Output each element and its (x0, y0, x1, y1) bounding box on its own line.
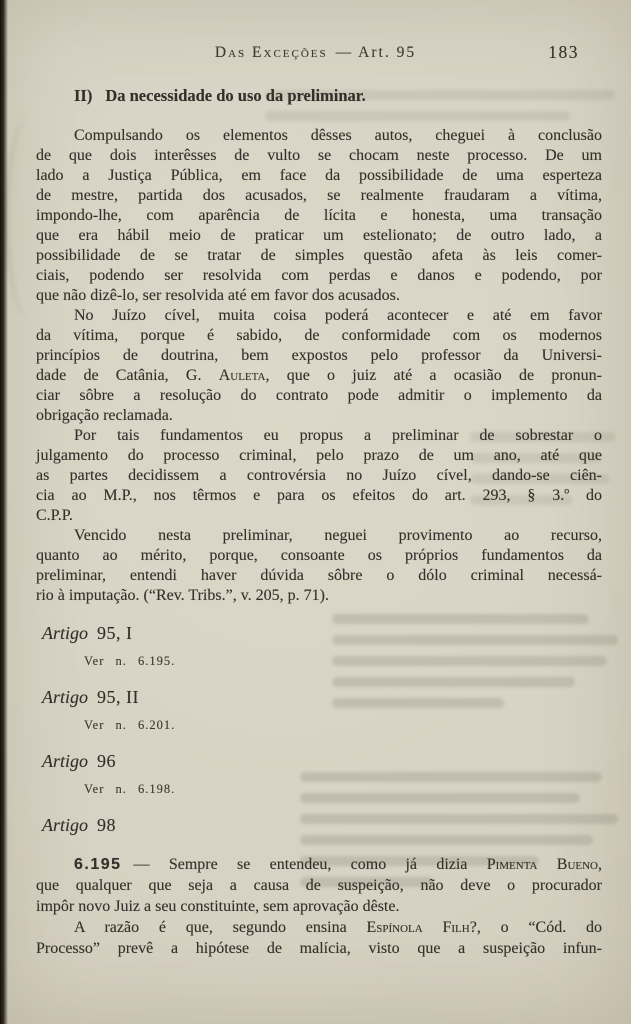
article-word: Artigo (42, 623, 89, 643)
article-cross-reference: Ver n. 6.201. (84, 718, 176, 732)
text-line: de mestre, partida dos acusados, se realmente fraudaram a vítima, (36, 187, 602, 204)
paragraph (36, 126, 602, 306)
text-line: C.P.P. (36, 507, 73, 524)
text-line: as partes decidissem a controvérsia no Juízo cível, dando-se ciên- (36, 467, 602, 484)
page-number: 183 (548, 42, 579, 62)
text-line: preliminar, entendi haver dúvida sôbre o dólo criminal necessá- (36, 567, 602, 584)
text-line: A razão é que, segundo ensina Espínola Filh?, o “Cód. do (74, 919, 602, 936)
paragraph (36, 426, 602, 526)
entry-lead-text: — Sempre se entendeu, como já dizia Pimenta Bueno, (133, 856, 603, 873)
text-line: julgamento do processo criminal, pelo prazo de um ano, até que (36, 447, 602, 464)
text-line: Processo” prevê a hipótese de malícia, visto que a suspeição infun- (36, 940, 602, 957)
small-caps-name: Auleta (218, 367, 266, 384)
article-heading (42, 814, 602, 836)
entry-lead-line (36, 854, 602, 875)
text-line: rio à imputação. (“Rev. Tribs.”, v. 205, p. 71). (36, 587, 329, 604)
text-line: ciais, podendo ser resolvida com perdas e danos e podendo, por (36, 267, 602, 284)
paragraph (36, 526, 602, 606)
small-caps-name: Pimenta Bueno (486, 856, 599, 873)
text-line: lado a Justiça Pública, em face da possibilidade de uma esperteza (36, 167, 602, 184)
article-word: Artigo (42, 751, 89, 771)
article-cross-reference: Ver n. 6.198. (84, 782, 176, 796)
section-heading (74, 86, 602, 106)
article-heading (42, 686, 602, 708)
running-header (36, 44, 595, 62)
text-line: Por tais fundamentos eu propus a preliminar de sobrestar o (74, 427, 602, 444)
page-body (36, 86, 602, 959)
text-line: impôr novo Juiz a seu constituinte, sem aprovação dêste. (36, 898, 400, 915)
text-line: possibilidade de se tratar de simples questão afeta às leis comer- (36, 247, 602, 264)
running-header-title: Das Exceções (214, 44, 328, 61)
scan-edge-shadow (0, 0, 8, 1024)
entry-paragraph (36, 875, 602, 917)
text-line: que qualquer que seja a causa de suspeição, não deve o procurador (36, 877, 602, 894)
text-line: impondo-lhe, com aparência de lícita e honesta, uma transação (36, 207, 602, 224)
article-heading (42, 750, 602, 772)
article-number: 96 (97, 751, 117, 771)
article-word: Artigo (42, 815, 89, 835)
text-line: Compulsando os elementos dêsses autos, cheguei à conclusão (74, 127, 602, 144)
text-line: ciar sôbre a resolução do contrato pode admitir o implemento da (36, 387, 602, 404)
text-line: dade de Catânia, G. Auleta, que o juiz até a ocasião de pronun- (36, 367, 602, 384)
running-header-article: — Art. 95 (335, 44, 417, 61)
text-line: Vencido nesta preliminar, neguei provimento ao recurso, (74, 527, 602, 544)
article-cross-reference: Ver n. 6.195. (84, 654, 176, 668)
text-line: cia ao M.P., nos têrmos e para os efeitos do art. 293, § 3.º do (36, 487, 602, 504)
article-number: 95, I (97, 623, 133, 643)
entry-paragraph (36, 917, 602, 959)
text-line: que não dizê-lo, ser resolvida até em favor dos acusados. (36, 287, 400, 304)
text-line: quanto ao mérito, porque, consoante os próprios fundamentos da (36, 547, 602, 564)
text-line: de que dois interêsses de vulto se chocam neste processo. De um (36, 147, 602, 164)
section-heading-numeral: II) (74, 86, 93, 105)
article-number: 95, II (97, 687, 140, 707)
text-line: obrigação reclamada. (36, 407, 173, 424)
text-line: da vítima, porque é sabido, de conformidade com os modernos (36, 327, 602, 344)
text-line: princípios de doutrina, bem expostos pelo professor da Universi- (36, 347, 602, 364)
article-word: Artigo (42, 687, 89, 707)
article-number: 98 (97, 815, 117, 835)
text-line: No Juízo cível, muita coisa poderá acontecer e até em favor (74, 307, 602, 324)
entry-number: 6.195 (74, 856, 122, 873)
paragraph (36, 306, 602, 426)
section-heading-text: Da necessidade do uso da preliminar. (105, 86, 366, 105)
text-line: que era hábil meio de praticar um estelionato; de outro lado, a (36, 227, 602, 244)
small-caps-name: Espínola Filh? (366, 919, 477, 936)
numbered-entry (36, 854, 602, 959)
article-heading (42, 622, 602, 644)
